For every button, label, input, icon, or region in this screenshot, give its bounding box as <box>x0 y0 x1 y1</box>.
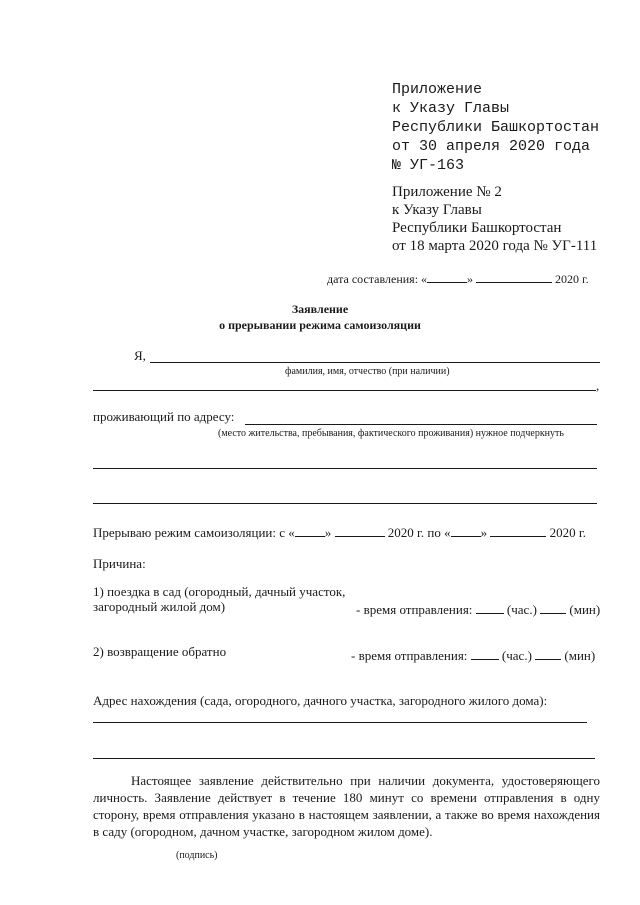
validity-note-text: Настоящее заявление действительно при наличии документа, удостоверяющего личность. Заявление действует в течение 180 минут со времени отправления в одну сторону, время отправления указано в настоящем заявлении, а также во время нахождения в саду (огородном, дачном участке, загородном жилом доме). <box>93 773 600 839</box>
hours-unit: (час.) <box>506 602 537 617</box>
date-quote-close: » <box>467 272 474 286</box>
departure-time-label: - время отправления: <box>351 648 468 663</box>
reason-item-1-line-1: 1) поездка в сад (огородный, дачный участок, <box>93 584 346 599</box>
interrupt-quote-close-2: » <box>480 525 488 540</box>
address-label: проживающий по адресу: <box>93 409 235 424</box>
decree-date: от 30 апреля 2020 года <box>392 138 591 155</box>
departure-time-1 <box>356 601 600 618</box>
interrupt-year-from: 2020 г. по « <box>387 525 451 540</box>
applicant-name-hint: фамилия, имя, отчество (при наличии) <box>285 366 450 377</box>
hours-unit: (час.) <box>501 648 532 663</box>
decree-date-number: от 18 марта 2020 года № УГ-111 <box>392 238 598 254</box>
date-prefix: дата составления: « <box>327 272 428 286</box>
applicant-name-field-2[interactable] <box>93 390 596 391</box>
location-field[interactable] <box>93 722 587 723</box>
date-line <box>327 270 589 287</box>
minutes-field-2[interactable] <box>535 647 561 660</box>
reason-label: Причина: <box>93 556 146 571</box>
minutes-unit: (мин) <box>569 602 601 617</box>
location-field-2[interactable] <box>93 758 595 759</box>
decree-ref: к Указу Главы <box>392 100 510 117</box>
applicant-name-field[interactable] <box>150 362 600 363</box>
address-field-2[interactable] <box>93 468 597 469</box>
republic-name: Республики Башкортостан <box>392 119 600 136</box>
hours-field-2[interactable] <box>471 647 499 660</box>
interrupt-prefix: Прерываю режим самоизоляции: с « <box>93 525 295 540</box>
day-field[interactable] <box>427 270 467 283</box>
reason-item-1-line-2: загородный жилой дом) <box>93 599 226 614</box>
address-field[interactable] <box>245 424 597 425</box>
to-month-field[interactable] <box>490 524 546 537</box>
location-label: Адрес нахождения (сада, огородного, дачного участка, загородного жилого дома): <box>93 693 548 708</box>
month-field[interactable] <box>476 270 552 283</box>
minutes-field-1[interactable] <box>540 601 566 614</box>
appendix-label: Приложение № 2 <box>392 184 502 200</box>
minutes-unit: (мин) <box>564 648 596 663</box>
address-hint: (место жительства, пребывания, фактического проживания) нужное подчеркнуть <box>218 428 564 439</box>
validity-note <box>93 772 600 840</box>
date-year: 2020 г. <box>555 272 589 286</box>
appendix-label: Приложение <box>392 81 483 98</box>
signature-label: (подпись) <box>176 850 218 861</box>
reason-item-2: 2) возвращение обратно <box>93 644 227 659</box>
from-day-field[interactable] <box>295 524 325 537</box>
interrupt-year-to: 2020 г. <box>549 525 586 540</box>
departure-time-2 <box>351 647 595 664</box>
document-title: Заявление <box>291 302 349 316</box>
hours-field-1[interactable] <box>476 601 504 614</box>
from-month-field[interactable] <box>335 524 385 537</box>
interrupt-line <box>93 524 586 541</box>
to-day-field[interactable] <box>451 524 481 537</box>
applicant-prefix: Я, <box>134 348 146 363</box>
address-field-3[interactable] <box>93 503 597 504</box>
applicant-comma: , <box>596 378 600 393</box>
departure-time-label: - время отправления: <box>356 602 473 617</box>
decree-ref: к Указу Главы <box>392 202 482 218</box>
decree-number: № УГ-163 <box>392 157 465 174</box>
interrupt-quote-close: » <box>324 525 332 540</box>
republic-name: Республики Башкортостан <box>392 220 562 236</box>
document-subtitle: о прерывании режима самоизоляции <box>219 318 421 332</box>
